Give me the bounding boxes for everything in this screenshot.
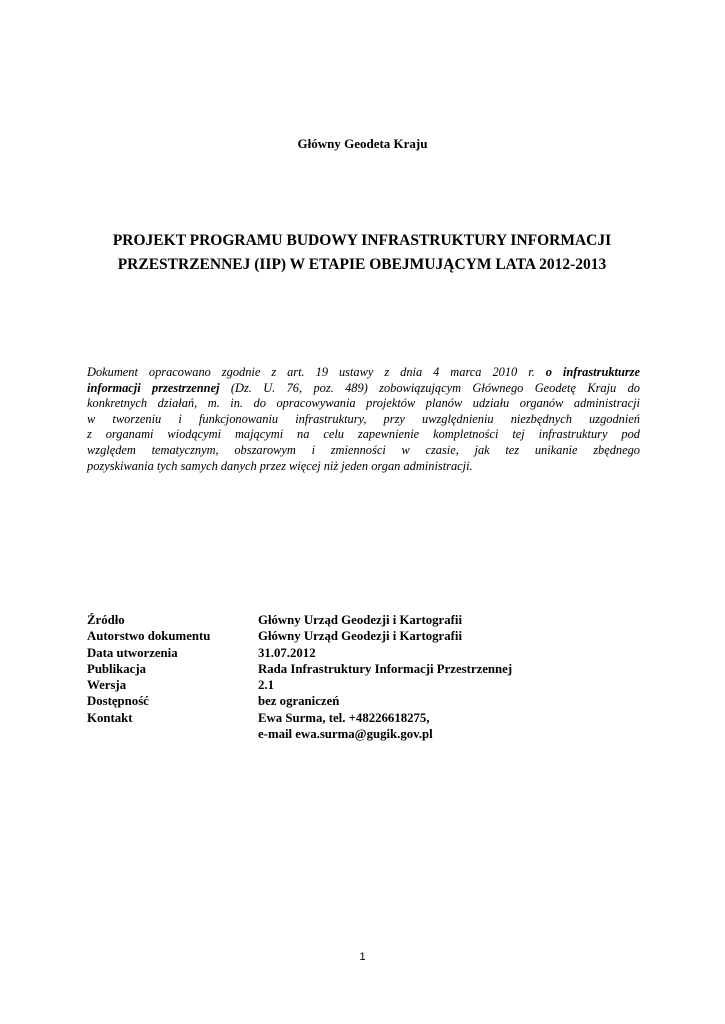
metadata-value: Główny Urząd Geodezji i Kartografii	[258, 629, 463, 644]
metadata-label: Publikacja	[87, 661, 147, 676]
intro-text: (Dz. U. 76, poz. 489) zobowiązującym Głównego Geodetę Kraju do	[219, 380, 640, 395]
metadata-row-version	[87, 677, 512, 693]
metadata-value: Główny Urząd Geodezji i Kartografii	[258, 613, 463, 627]
metadata-label: Źródło	[87, 613, 125, 627]
intro-line-3: konkretnych działań, m. in. do opracowywania projektów planów udziału organów administracji	[87, 396, 640, 411]
intro-line-2	[87, 381, 640, 397]
metadata-row-availability	[87, 693, 512, 709]
intro-paragraph	[87, 365, 640, 474]
page-number: 1	[359, 951, 366, 963]
intro-line-1	[87, 365, 640, 381]
metadata-label: Wersja	[87, 678, 127, 693]
metadata-label: Kontakt	[87, 710, 133, 725]
metadata-row-source	[87, 612, 512, 628]
metadata-label: Autorstwo dokumentu	[87, 629, 211, 644]
intro-text: Dokument opracowano zgodnie z art. 19 ustawy z dnia 4 marca 2010 r.	[87, 365, 546, 379]
metadata-value: bez ograniczeń	[258, 694, 340, 709]
metadata-label: Dostępność	[87, 694, 149, 709]
metadata-value: Ewa Surma, tel. +48226618275,	[258, 710, 430, 725]
metadata-row-contact-email	[87, 726, 512, 742]
metadata-value: 2.1	[258, 678, 274, 693]
intro-line-5: z organami wiodącymi mającymi na celu zapewnienie kompletności tej infrastruktury pod	[87, 427, 640, 442]
metadata-value: Rada Infrastruktury Informacji Przestrzennej	[258, 661, 513, 676]
metadata-row-date	[87, 645, 512, 661]
law-title-part-2: informacji przestrzennej	[87, 380, 220, 395]
metadata-row-authorship	[87, 628, 512, 644]
metadata-row-publication	[87, 661, 512, 677]
metadata-label: Data utworzenia	[87, 645, 178, 660]
intro-line-7: pozyskiwania tych samych danych przez więcej niż jeden organ administracji.	[87, 458, 473, 473]
document-title	[62, 229, 662, 277]
metadata-label-empty	[87, 726, 258, 742]
law-title-part-1: o infrastrukturze	[545, 365, 641, 379]
metadata-value: 31.07.2012	[258, 645, 316, 660]
organization-heading: Główny Geodeta Kraju	[297, 136, 428, 151]
title-line-2: PRZESTRZENNEJ (IIP) W ETAPIE OBEJMUJĄCYM LATA 2012-2013	[117, 256, 607, 273]
intro-line-6: względem tematycznym, obszarowym i zmienności w czasie, jak tez unikanie zbędnego	[87, 442, 640, 457]
intro-line-4: w tworzeniu i funkcjonowaniu infrastruktury, przy uwzględnieniu niezbędnych uzgodnień	[87, 411, 640, 426]
title-line-1: PROJEKT PROGRAMU BUDOWY INFRASTRUKTURY INFORMACJI	[112, 232, 612, 249]
metadata-row-contact	[87, 710, 512, 726]
contact-email: e-mail ewa.surma@gugik.gov.pl	[258, 727, 433, 742]
document-metadata-table	[87, 612, 512, 742]
